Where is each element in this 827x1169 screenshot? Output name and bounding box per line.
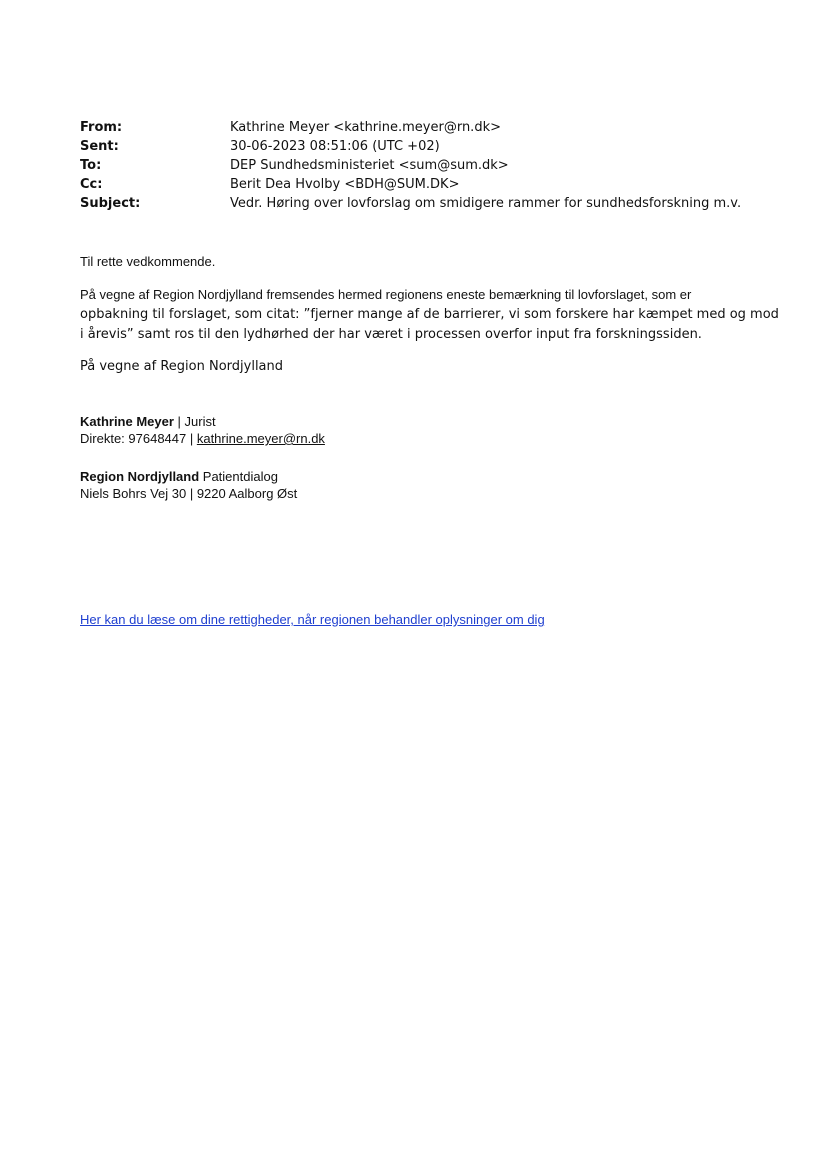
signature-title: | Jurist [173, 414, 216, 429]
from-row [80, 118, 741, 137]
closing-line: På vegne af Region Nordjylland [80, 359, 284, 374]
rights-info-link[interactable]: Her kan du læse om dine rettigheder, når regionen behandler oplysninger om dig [80, 612, 545, 627]
subject-row [80, 194, 741, 213]
signature-name: Kathrine Meyer [80, 414, 174, 429]
signature-email-link[interactable]: kathrine.meyer@rn.dk [196, 431, 325, 446]
org-dept: Patientdialog [199, 469, 278, 484]
to-value: DEP Sundhedsministeriet <sum@sum.dk> [230, 158, 509, 173]
subject-label: Subject: [80, 196, 141, 211]
subject-value: Vedr. Høring over lovforslag om smidigere rammer for sundhedsforskning m.v. [230, 196, 742, 211]
from-value: Kathrine Meyer <kathrine.meyer@rn.dk> [230, 120, 501, 135]
sent-label: Sent: [80, 139, 119, 154]
body-paragraph [80, 285, 779, 344]
to-label: To: [80, 158, 102, 173]
cc-row [80, 175, 741, 194]
greeting: Til rette vedkommende. [80, 254, 216, 269]
org-name: Region Nordjylland [80, 469, 200, 484]
sent-value: 30-06-2023 08:51:06 (UTC +02) [230, 139, 440, 154]
email-header [80, 118, 741, 213]
to-row [80, 156, 741, 175]
org-address: Niels Bohrs Vej 30 | 9220 Aalborg Øst [80, 486, 298, 501]
para-line-1: På vegne af Region Nordjylland fremsendes hermed regionens eneste bemærkning til lovforslaget, som er [80, 287, 692, 302]
from-label: From: [80, 120, 123, 135]
para-line-3: i årevis” samt ros til den lydhørhed der har været i processen overfor input fra forskningssiden. [80, 327, 702, 342]
signature-org [80, 468, 760, 502]
cc-label: Cc: [80, 177, 103, 192]
signature-person [80, 413, 760, 447]
sent-row [80, 137, 741, 156]
para-line-2: opbakning til forslaget, som citat: ”fjerner mange af de barrierer, vi som forskere har kæmpet med og mod [80, 307, 779, 322]
cc-value: Berit Dea Hvolby <BDH@SUM.DK> [230, 177, 460, 192]
signature-direct: Direkte: 97648447 | [80, 431, 197, 446]
